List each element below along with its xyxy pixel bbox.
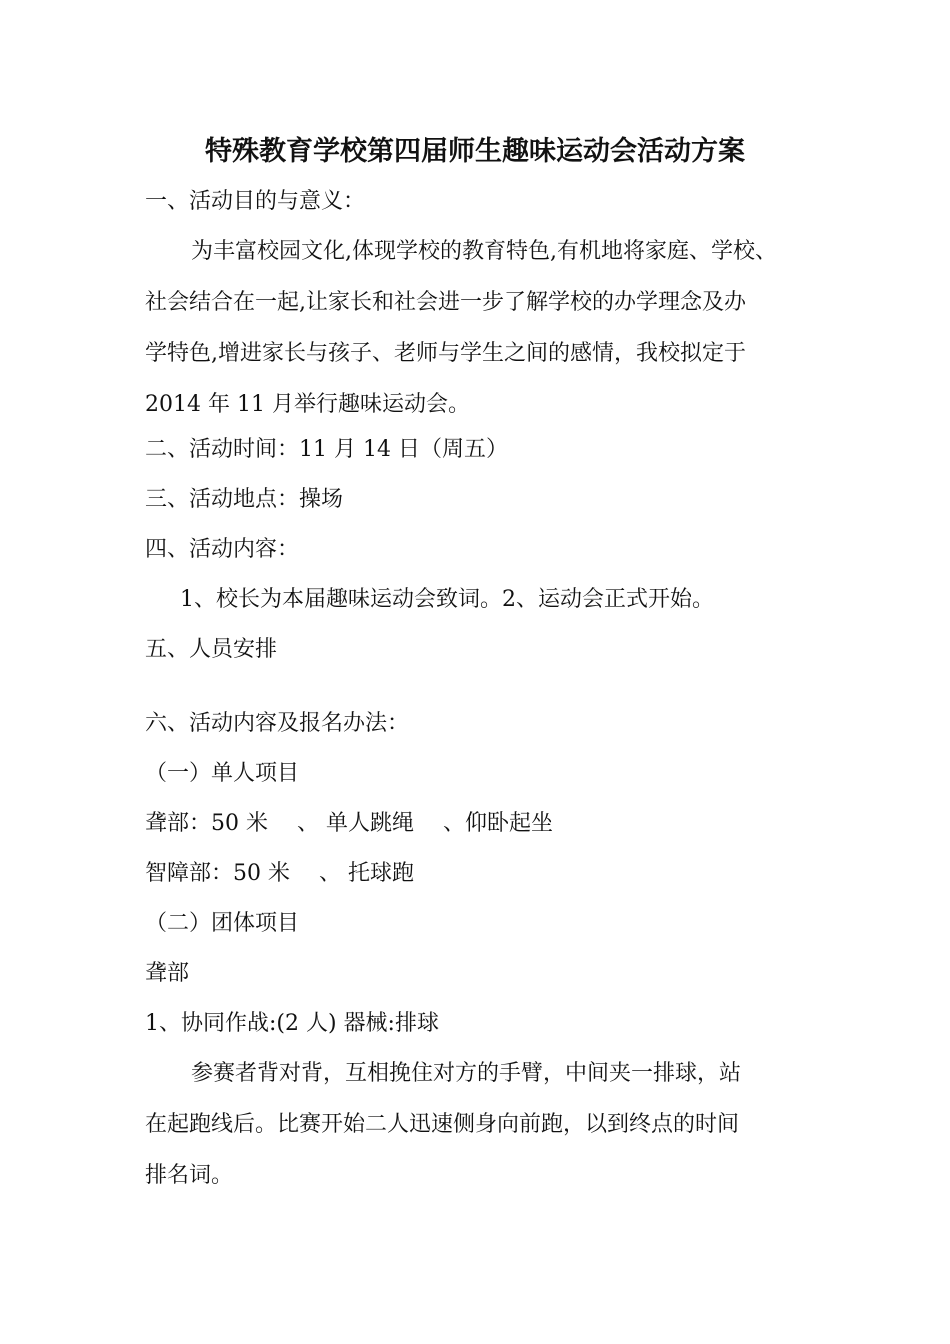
paragraph-line: 为丰富校园文化,体现学校的教育特色,有机地将家庭、学校、 xyxy=(191,239,777,264)
paragraph-line: 参赛者背对背，互相挽住对方的手臂，中间夹一排球，站 xyxy=(191,1061,742,1086)
section-content-heading: 四、活动内容： xyxy=(145,537,300,562)
team-item-1-title: 1、协同作战:(2 人) 器械:排球 xyxy=(145,1011,439,1036)
paragraph-line: 2014 年 11 月举行趣味运动会。 xyxy=(145,392,470,417)
team-item-1-description xyxy=(145,1048,825,1201)
section-staff: 五、人员安排 xyxy=(145,637,278,662)
document-title: 特殊教育学校第四届师生趣味运动会活动方案 xyxy=(205,136,745,167)
section-events-heading: 六、活动内容及报名办法： xyxy=(145,711,410,736)
section-purpose-heading: 一、活动目的与意义： xyxy=(145,189,366,214)
paragraph-line: 排名词。 xyxy=(145,1163,234,1188)
deaf-team-label: 聋部 xyxy=(145,961,190,986)
mental-individual-events: 智障部：50 米 、 托球跑 xyxy=(145,861,414,886)
paragraph-line: 学特色,增进家长与孩子、老师与学生之间的感情，我校拟定于 xyxy=(145,341,746,366)
section-place: 三、活动地点：操场 xyxy=(145,487,344,512)
individual-events-heading: （一）单人项目 xyxy=(145,761,300,786)
paragraph-line: 社会结合在一起,让家长和社会进一步了解学校的办学理念及办 xyxy=(145,290,746,315)
paragraph-line: 在起跑线后。比赛开始二人迅速侧身向前跑，以到终点的时间 xyxy=(145,1112,740,1137)
section-content-line: 1、校长为本届趣味运动会致词。2、运动会正式开始。 xyxy=(180,587,714,612)
deaf-individual-events: 聋部：50 米 、 单人跳绳 、仰卧起坐 xyxy=(145,811,553,836)
team-events-heading: （二）团体项目 xyxy=(145,911,300,936)
section-purpose-paragraph xyxy=(145,226,825,430)
section-time: 二、活动时间：11 月 14 日（周五） xyxy=(145,437,508,462)
